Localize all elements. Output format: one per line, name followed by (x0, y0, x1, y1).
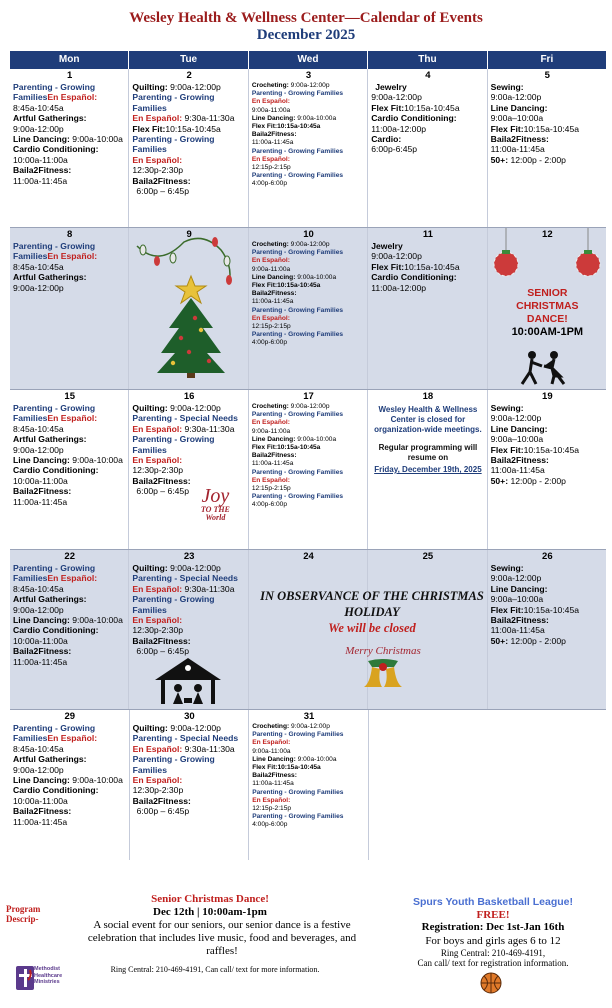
event-language: En Español: (132, 113, 183, 124)
weekday-thu: Thu (368, 51, 487, 69)
event-label: Parenting - Growing Families (252, 813, 344, 821)
event-time: 11:00a-11:45a (490, 625, 545, 636)
event-time: 9:00a-12:00p (371, 92, 422, 103)
event-language: En Español: (132, 583, 183, 594)
event-label: Parenting - Growing Families (251, 493, 344, 501)
event-label: Cardio Conditioning: (13, 465, 99, 476)
event-time: 6:00p – 6:45p (136, 806, 190, 817)
event-time: 9:00a-10:00a (297, 114, 337, 122)
weekday-fri: Fri (540, 54, 554, 65)
day-17 (249, 390, 368, 549)
calendar-month: December 2025 (256, 27, 356, 43)
day-9 (129, 228, 248, 389)
event-time: 9:00a-12:00p (290, 241, 330, 248)
event-time: 12:00p - 2:00p (510, 635, 566, 646)
day-number: 11 (422, 229, 433, 240)
day-empty-thu (369, 710, 488, 860)
event-label: Line Dancing: (13, 455, 70, 466)
event-time: 9:00a-12:00p (170, 403, 221, 413)
event-label: Crocheting: (251, 82, 289, 89)
day-16 (129, 390, 248, 549)
event-time: 9:00a-11:00a (252, 747, 291, 755)
event-label: Line Dancing: (490, 102, 548, 113)
event-label: Parenting - Growing Families (252, 731, 344, 739)
event-label: Parenting - Growing Families (251, 90, 344, 98)
spurs-free-badge: FREE! (476, 909, 510, 921)
event-time: 11:00a-11:45a (13, 656, 68, 667)
event-label: Flex Fit: (371, 261, 405, 272)
holiday-notice-title: IN OBSERVANCE OF THE CHRISTMAS HOLIDAY (260, 589, 484, 619)
event-label: Artful Gatherings: (13, 272, 87, 283)
event-time: 8:45a-10:45a (13, 583, 64, 594)
event-label: Parenting - Special Needs (132, 733, 239, 744)
event-language: En Español: (132, 775, 183, 786)
event-label: Quilting: (132, 563, 168, 573)
event-time: 12:00p - 2:00p (510, 475, 566, 486)
day-number: 25 (422, 551, 434, 562)
event-label: Flex Fit:10:15a-10:45a (251, 444, 321, 452)
event-time: 9:00a-12:00p (13, 764, 64, 775)
day-number: 19 (542, 391, 553, 402)
weekday-header (10, 51, 606, 69)
dancing-couple-icon (514, 350, 574, 386)
event-time: 8:45a-10:45a (13, 261, 64, 272)
event-language: En Español: (47, 573, 98, 584)
event-label: Parenting - Growing Families (132, 754, 215, 775)
event-label: Baila2Fitness: (251, 290, 297, 298)
event-time: 6:00p – 6:45p (136, 646, 189, 657)
event-label: Baila2Fitness: (13, 806, 72, 817)
basketball-icon (480, 972, 502, 994)
event-time: 10:15a-10:45a (523, 444, 580, 455)
event-time: 11:00a-11:45a (252, 780, 294, 788)
event-time: 12:15p-2:15p (251, 164, 291, 172)
event-time: 9:00a-12:00p (490, 573, 542, 584)
day-29 (10, 710, 130, 860)
weekday-tue: Tue (129, 51, 248, 69)
event-time: 11:00a-12:00p (371, 123, 427, 134)
event-label: Baila2Fitness: (251, 131, 297, 139)
closure-resume: Regular programming will resume on (378, 443, 478, 462)
event-time: 8:45a-10:45a (13, 743, 64, 754)
week-1 (10, 69, 606, 228)
day-2 (129, 69, 248, 227)
event-label: Parenting - Growing Families (132, 92, 215, 113)
event-time: 9:00a-11:00a (251, 265, 291, 273)
event-label: Line Dancing: (13, 134, 70, 145)
event-label: Sewing: (490, 563, 524, 573)
day-number: 18 (422, 391, 434, 402)
event-label: Baila2Fitness: (251, 452, 297, 460)
event-label: Parenting - Special Needs (132, 573, 238, 584)
event-label: Baila2Fitness: (490, 615, 549, 626)
event-label: Parenting - Growing Families (251, 249, 344, 257)
day-number: 5 (544, 70, 550, 81)
methodist-logo-text: Methodist Healthcare Ministries (34, 966, 63, 985)
event-time: 9:00a-11:00a (251, 106, 291, 114)
event-time: 9:30a-11:30a (184, 743, 235, 754)
event-time: 9:00a-12:00p (170, 563, 221, 573)
nativity-scene-icon (151, 656, 225, 706)
event-language: En Español: (47, 733, 98, 744)
event-language: En Español: (251, 98, 290, 106)
event-label: Parenting - Growing Families (132, 134, 215, 155)
event-time: 9:00a-11:00a (251, 427, 291, 435)
event-time: 9:30a-11:30a (184, 423, 235, 434)
day-number: 31 (303, 711, 315, 722)
event-language: En Español: (132, 615, 183, 626)
day-31 (249, 710, 369, 860)
calendar-grid (10, 51, 606, 860)
event-label: Flex Fit:10:15a-10:45a (252, 764, 321, 772)
event-label: Sewing: (490, 82, 524, 92)
event-label: Flex Fit:10:15a-10:45a (251, 123, 321, 131)
day-number: 3 (305, 70, 312, 81)
day-number: 15 (64, 391, 75, 402)
dance-footer-when: Dec 12th | 10:00am-1pm (153, 906, 267, 918)
event-time: 4:00p-6:00p (252, 821, 288, 829)
event-language: En Español: (251, 419, 290, 427)
event-time: 11:00a-11:45a (13, 496, 68, 507)
event-time: 10:00a-11:00a (13, 475, 68, 486)
day-number: 2 (186, 70, 192, 81)
event-time: 11:00a-11:45a (490, 144, 545, 155)
day-8 (10, 228, 129, 389)
event-label: Baila2Fitness: (13, 165, 72, 176)
day-23 (129, 550, 248, 709)
event-label: Line Dancing: (251, 114, 296, 122)
event-label: Cardio: (371, 134, 402, 145)
holiday-notice-closed: We will be closed (328, 621, 416, 635)
event-label: Flex Fit: (490, 123, 524, 134)
event-language: En Español: (251, 257, 290, 265)
event-time: 9:30a-11:30a (184, 583, 235, 594)
dance-time: 10:00AM-1PM (511, 326, 584, 338)
event-label: Line Dancing: (252, 755, 296, 763)
event-time: 12:15p-2:15p (252, 805, 292, 813)
event-time: 11:00a-11:45a (490, 465, 545, 476)
event-time: 10:00a-11:00a (13, 635, 68, 646)
event-label: Line Dancing: (13, 775, 70, 786)
event-label: Line Dancing: (490, 583, 548, 594)
event-label: Baila2Fitness: (13, 646, 72, 657)
joy-subtext: TO THE World (200, 505, 230, 522)
event-language: En Español: (132, 743, 183, 754)
event-label: 50+: (490, 154, 509, 165)
event-label: Artful Gatherings: (13, 434, 87, 445)
event-time: 9:00a-12:00p (371, 251, 422, 262)
event-time: 6:00p – 6:45p (136, 486, 189, 497)
program-description-label: Program Descrip- (6, 904, 41, 924)
event-time: 9:00a-10:00a (72, 455, 123, 466)
event-time: 6:00p-6:45p (371, 144, 418, 155)
event-time: 10:00a-11:00a (13, 795, 68, 806)
event-time: 12:15p-2:15p (251, 485, 291, 493)
merry-christmas-decoration (340, 645, 426, 696)
day-number: 30 (184, 711, 195, 722)
day-number: 4 (425, 70, 431, 81)
event-label: Flex Fit: (371, 102, 405, 113)
day-number: 22 (64, 551, 75, 562)
event-time: 9:30a-11:30a (184, 113, 235, 124)
spurs-title: Spurs Youth Basketball League! (412, 896, 574, 908)
day-11 (368, 228, 487, 389)
event-label: Line Dancing: (490, 423, 548, 434)
day-30 (130, 710, 250, 860)
event-label: Quilting: (132, 403, 168, 413)
dance-line-2: CHRISTMAS (516, 300, 579, 312)
event-time: 9:00a-10:00a (297, 755, 337, 763)
day-1 (10, 69, 129, 227)
event-time: 9:00a-10:00a (72, 134, 123, 145)
event-time: 11:00a-11:45a (251, 460, 294, 468)
event-label: Baila2Fitness: (132, 795, 191, 806)
event-label: Baila2Fitness: (132, 175, 191, 186)
event-label: Flex Fit:10:15a-10:45a (251, 282, 321, 290)
event-label: Parenting - Growing Families (251, 331, 344, 339)
day-empty-fri (487, 710, 606, 860)
event-time: 9:00a-12:00p (290, 403, 330, 410)
event-language: En Español: (251, 314, 290, 322)
event-label: Baila2Fitness: (132, 635, 191, 646)
christmas-bells-icon (358, 657, 408, 691)
event-label: Cardio Conditioning: (371, 113, 457, 124)
event-label: Artful Gatherings: (13, 594, 87, 605)
event-label: Jewelry (375, 82, 407, 92)
day-number: 12 (542, 229, 553, 240)
event-time: 11:00a-11:45a (13, 816, 68, 827)
day-number: 9 (186, 229, 192, 240)
event-label: Quilting: (132, 723, 168, 733)
day-18 (368, 390, 487, 549)
event-label: Parenting - Special Needs (132, 413, 238, 424)
event-time: 8:45a-10:45a (13, 102, 64, 113)
event-time: 9:00a-12:00p (170, 723, 221, 733)
day-number: 26 (542, 551, 553, 562)
event-label: Parenting - Growing Families (13, 403, 96, 424)
event-language: En Español: (47, 92, 98, 103)
day-number: 23 (183, 551, 195, 562)
event-label: Cardio Conditioning: (13, 785, 99, 796)
event-time: 11:00a-12:00p (371, 282, 427, 293)
day-number: 24 (303, 551, 314, 562)
event-label: Baila2Fitness: (252, 772, 297, 780)
event-language: En Español: (251, 476, 290, 484)
event-time: 10:15a-10:45a (523, 604, 580, 615)
day-19 (488, 390, 606, 549)
event-time: 10:15a-10:45a (523, 123, 580, 134)
event-time: 9:00a–10:00a (490, 594, 544, 605)
day-number: 10 (303, 229, 314, 240)
week-5 (10, 710, 606, 860)
event-time: 9:00a-10:00a (297, 273, 337, 281)
dance-footer-description: A social event for our seniors, our senior dance is a festive celebration that includes live music, food and beverages, and raffles! (87, 919, 357, 957)
spurs-contact: Can call/ text for registration information. (417, 958, 569, 968)
event-time: 9:00a-12:00p (13, 604, 64, 615)
day-10 (249, 228, 368, 389)
event-language: En Español: (47, 251, 98, 262)
event-label: Baila2Fitness: (132, 475, 191, 486)
event-label: Line Dancing: (13, 615, 70, 626)
event-time: 9:00a-10:00a (72, 615, 123, 626)
event-time: 9:00a-12:00p (490, 92, 542, 103)
event-label: Baila2Fitness: (490, 134, 549, 145)
dance-footer-title: Senior Christmas Dance! (151, 893, 269, 905)
event-time: 12:15p-2:15p (251, 323, 291, 331)
event-label: 50+: (490, 475, 509, 486)
event-label: Artful Gatherings: (13, 754, 87, 765)
event-label: Parenting - Growing Families (13, 723, 96, 744)
day-number: 29 (64, 711, 76, 722)
event-time: 9:00a-12:00p (170, 82, 221, 92)
closure-resume-date[interactable]: Friday, December 19th, 2025 (374, 465, 482, 474)
event-label: Parenting - Growing Families (13, 241, 96, 262)
event-label: Flex Fit: (132, 123, 166, 134)
event-time: 11:00a-11:45a (251, 298, 294, 306)
event-time: 9:00a–10:00a (490, 113, 544, 124)
event-label: Baila2Fitness: (13, 486, 72, 497)
day-4 (368, 69, 487, 227)
event-label: Cardio Conditioning: (13, 144, 99, 155)
event-label: Crocheting: (251, 403, 289, 410)
dance-line-1: SENIOR (527, 287, 568, 299)
event-time: 12:30p-2:30p (132, 465, 184, 476)
joy-decoration (193, 486, 237, 522)
day-number: 17 (303, 391, 314, 402)
event-label: Line Dancing: (251, 435, 296, 443)
event-label: Parenting - Growing Families (252, 788, 344, 796)
event-time: 12:30p-2:30p (132, 625, 184, 636)
event-time: 12:00p - 2:00p (510, 154, 566, 165)
event-time: 12:30p-2:30p (132, 165, 184, 176)
day-number: 8 (67, 229, 73, 240)
event-time: 9:00a-12:00p (290, 82, 330, 89)
week-2 (10, 228, 606, 390)
event-label: Quilting: (132, 82, 168, 92)
spurs-ages: For boys and girls ages 6 to 12 (425, 935, 561, 947)
disco-ball-ornament-icon (488, 228, 604, 288)
event-time: 9:00a-10:00a (72, 775, 123, 786)
event-time: 9:00a-12:00p (291, 723, 330, 730)
event-language: En Español: (252, 739, 291, 747)
event-time: 9:00a-12:00p (490, 413, 542, 424)
event-time: 9:00a-12:00p (13, 123, 64, 134)
day-number: 1 (67, 70, 73, 81)
event-label: Parenting - Growing Families (13, 563, 96, 584)
event-language: En Español: (132, 154, 183, 165)
event-time: 10:15a-10:45a (404, 102, 460, 113)
event-label: Crocheting: (252, 723, 290, 730)
event-time: 9:00a-12:00p (13, 282, 64, 293)
event-time: 9:00a-12:00p (13, 444, 64, 455)
dance-footer-contact: Ring Central: 210-469-4191, Can call/ text for more information. (110, 965, 320, 974)
event-time: 6:00p – 6:45p (136, 186, 189, 197)
calendar-title: Wesley Health & Wellness Center—Calendar of Events (129, 10, 483, 26)
event-time: 12:30p-2:30p (132, 785, 184, 796)
event-label: Sewing: (490, 403, 524, 413)
event-time: 9:00a–10:00a (490, 434, 544, 445)
day-22 (10, 550, 129, 709)
event-language: En Español: (251, 155, 290, 163)
closure-notice: Wesley Health & Wellness Center is closed for organization-wide meetings. (374, 405, 482, 434)
event-label: Flex Fit: (490, 604, 524, 615)
methodist-logo-icon (16, 966, 34, 990)
event-time: 9:00a-10:00a (297, 435, 337, 443)
weekday-wed: Wed (249, 51, 368, 69)
day-12 (488, 228, 606, 389)
event-language: En Español: (252, 796, 291, 804)
day-26 (488, 550, 606, 709)
event-language: En Español: (132, 455, 183, 466)
event-time: 10:15a-10:45a (165, 123, 221, 134)
event-label: Parenting - Growing Families (132, 594, 215, 615)
event-label: 50+: (490, 635, 509, 646)
event-label: Cardio Conditioning: (13, 625, 99, 636)
day-5 (488, 69, 606, 227)
event-label: Parenting - Growing Families (251, 172, 344, 180)
dance-line-3: DANCE! (526, 313, 568, 325)
spurs-registration: Registration: Dec 1st-Jan 16th (421, 921, 565, 933)
weekday-mon: Mon (10, 51, 129, 69)
joy-text: Joy (201, 485, 230, 507)
event-time: 8:45a-10:45a (13, 423, 64, 434)
event-time: 4:00p-6:00p (251, 501, 288, 509)
event-label: Parenting - Growing Families (13, 82, 96, 103)
event-label: Jewelry (371, 241, 403, 251)
event-label: Cardio Conditioning: (371, 272, 457, 283)
christmas-tree-lights-icon (129, 228, 245, 378)
event-label: Parenting - Growing Families (251, 411, 344, 419)
event-label: Baila2Fitness: (490, 455, 549, 466)
event-label: Parenting - Growing Families (251, 147, 344, 155)
day-number: 16 (183, 391, 195, 402)
event-label: Parenting - Growing Families (251, 468, 344, 476)
merry-text: Merry Christmas (345, 645, 421, 657)
event-time: 10:15a-10:45a (404, 261, 460, 272)
event-label: Line Dancing: (251, 273, 296, 281)
event-time: 10:00a-11:00a (13, 154, 68, 165)
event-label: Crocheting: (251, 241, 289, 248)
event-label: Artful Gatherings: (13, 113, 87, 124)
event-label: Flex Fit: (490, 444, 524, 455)
spurs-phone: Ring Central: 210-469-4191, (440, 948, 546, 958)
event-time: 11:00a-11:45a (251, 139, 294, 147)
event-time: 4:00p-6:00p (251, 339, 288, 347)
day-3 (249, 69, 368, 227)
event-label: Parenting - Growing Families (251, 306, 344, 314)
event-language: En Español: (47, 413, 98, 424)
event-time: 11:00a-11:45a (13, 175, 68, 186)
week-3 (10, 390, 606, 550)
event-language: En Español: (132, 423, 183, 434)
event-time: 4:00p-6:00p (251, 180, 288, 188)
event-label: Parenting - Growing Families (132, 434, 215, 455)
day-15 (10, 390, 129, 549)
